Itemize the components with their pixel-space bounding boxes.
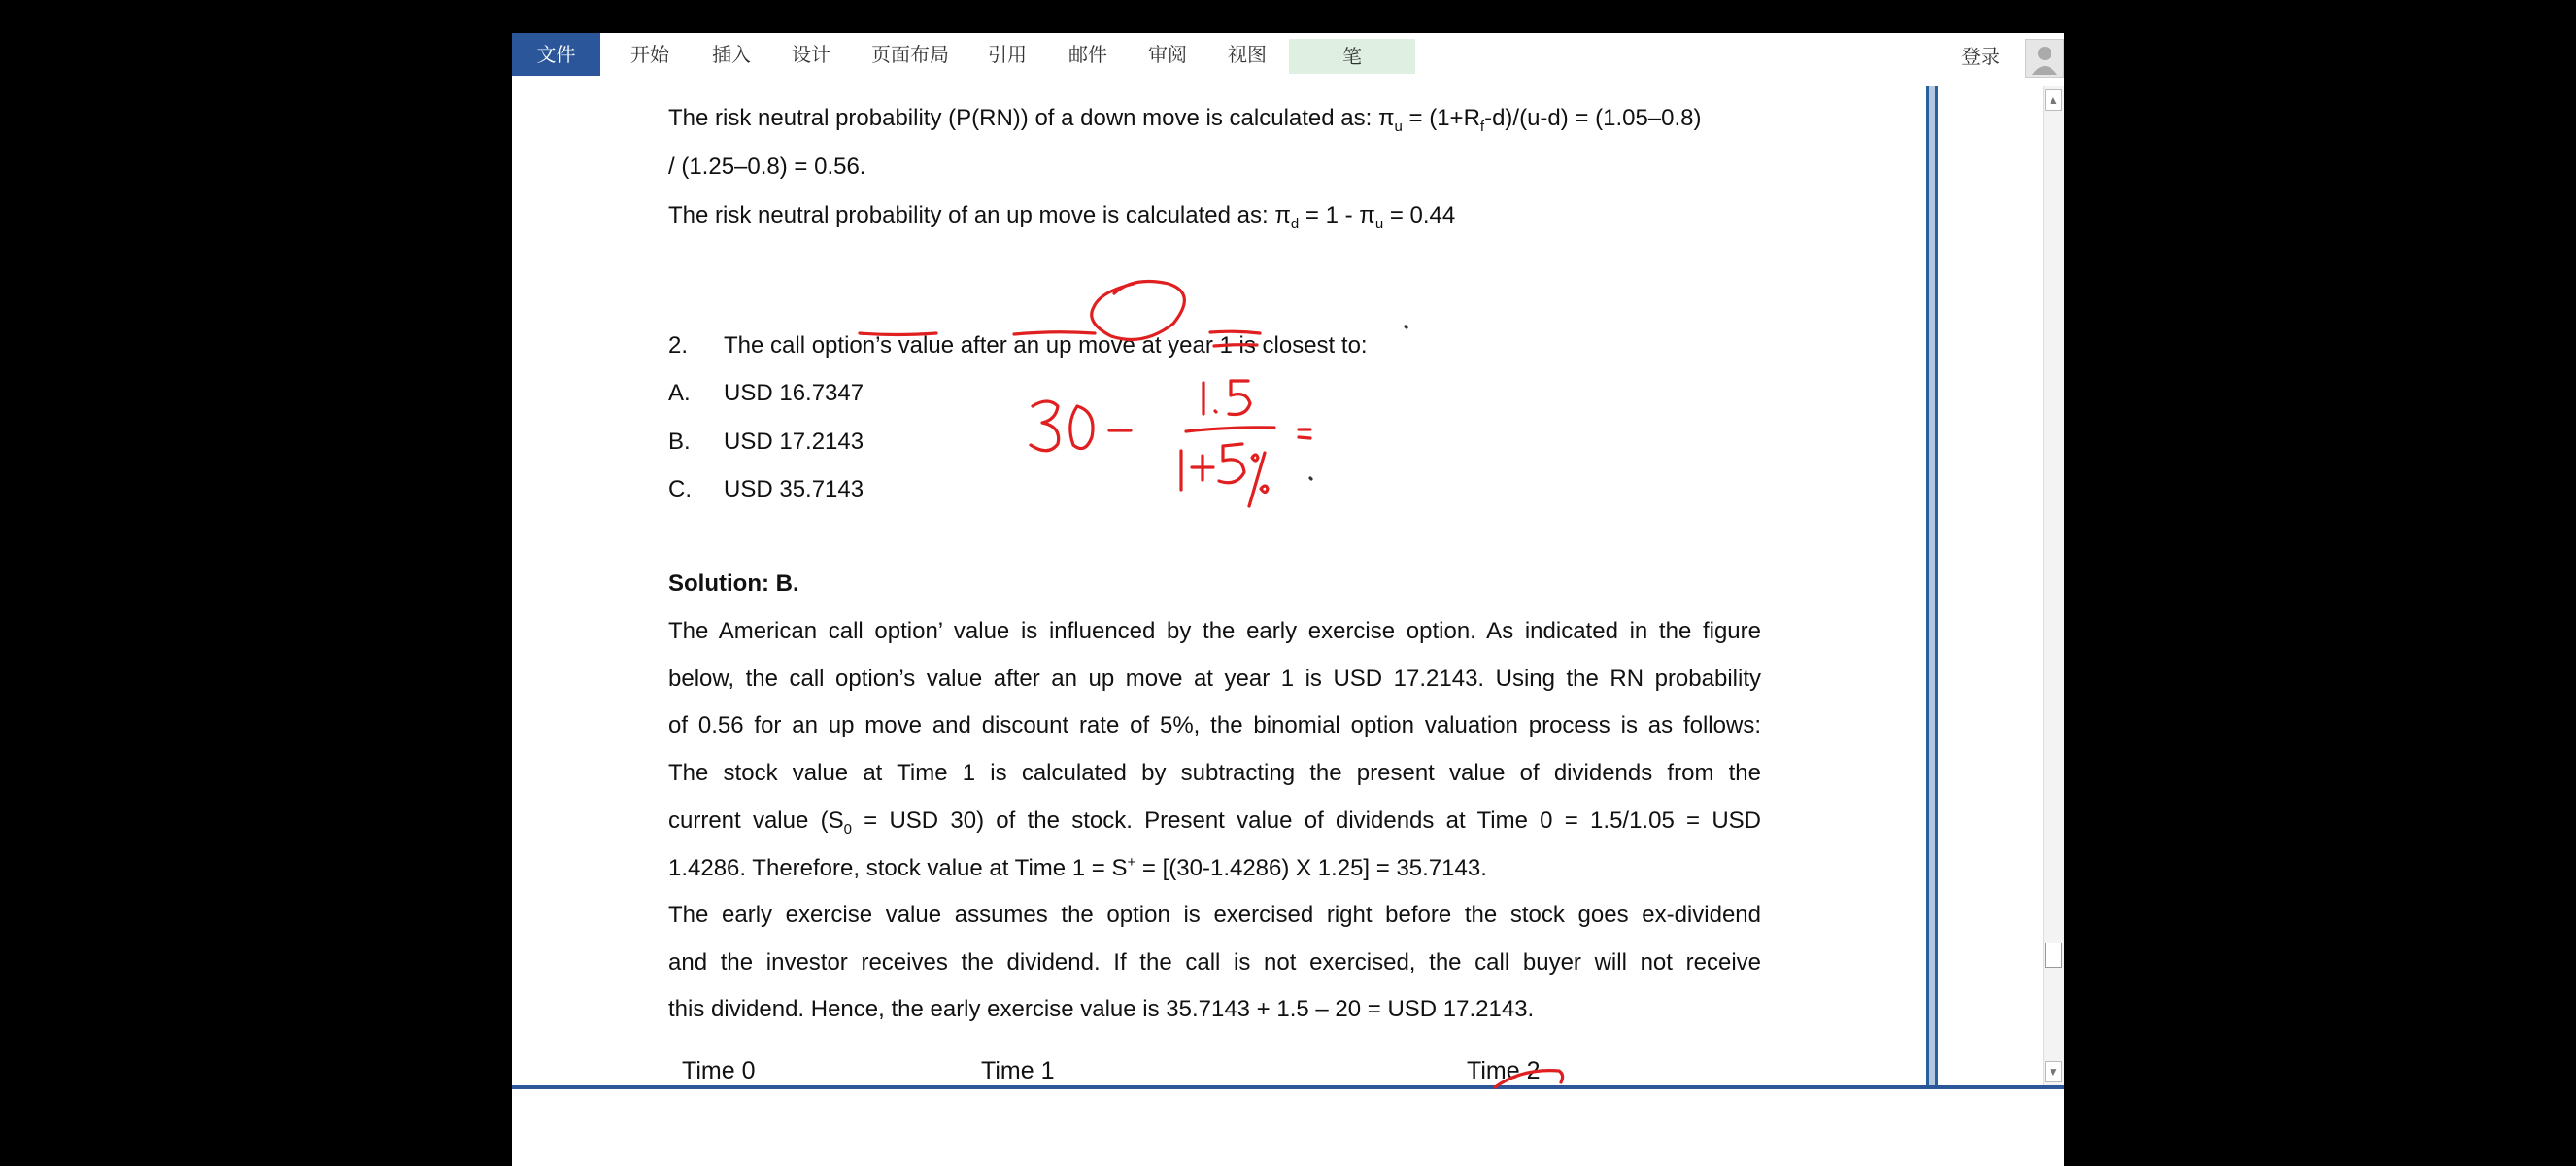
text-line-down-move: The risk neutral probability (P(RN)) of a down move is calculated as: $\pi_u = (1+R_f-d)/(u-d) = (1.05-0.8)$ <box>668 105 1702 135</box>
tab-view[interactable]: 视图 <box>1228 43 1267 66</box>
question-text: The call option’s value after an up move at year 1 is closest to: <box>724 332 1368 359</box>
option-label: A. <box>668 380 691 406</box>
page-edge-divider <box>1926 86 1938 1088</box>
option-label: B. <box>668 429 691 455</box>
question-number: 2. <box>668 332 689 359</box>
tab-home[interactable]: 开始 <box>630 43 669 66</box>
document-page[interactable] <box>512 86 1930 1088</box>
scroll-up-icon[interactable]: ▲ <box>2045 89 2062 111</box>
tab-review[interactable]: 审阅 <box>1148 43 1187 66</box>
paragraph-line: this dividend. Hence, the early exercise value is 35.7143 + 1.5 – 20 = USD 17.2143. <box>668 996 1535 1022</box>
option-text: USD 17.2143 <box>724 429 864 455</box>
paragraph-line: The stock value at Time 1 is calculated by subtracting the present value of dividends from the <box>668 760 1761 786</box>
paragraph-line: below, the call option’s value after an up move at year 1 is USD 17.2143. Using the RN probability <box>668 666 1761 692</box>
tab-design[interactable]: 设计 <box>792 43 830 66</box>
tab-insert[interactable]: 插入 <box>712 43 751 66</box>
option-text: USD 16.7347 <box>724 380 864 406</box>
word-window <box>512 33 2064 1166</box>
tab-pen[interactable]: 笔 <box>1289 39 1415 74</box>
tree-time-label: Time 0 <box>682 1057 756 1084</box>
tree-time-label: Time 2 <box>1467 1057 1541 1084</box>
user-avatar-icon[interactable] <box>2025 39 2064 78</box>
bottom-area <box>512 1089 2064 1166</box>
paragraph-line: The early exercise value assumes the option is exercised right before the stock goes ex-dividend <box>668 902 1761 928</box>
tab-file[interactable]: 文件 <box>512 33 600 76</box>
paragraph-line: 1.4286. Therefore, stock value at Time 1 = S+ = [(30-1.4286) X 1.25] = 35.7143. <box>668 854 1487 881</box>
tab-mailings[interactable]: 邮件 <box>1068 43 1107 66</box>
tab-layout[interactable]: 页面布局 <box>871 43 949 66</box>
login-link[interactable]: 登录 <box>1961 45 2000 68</box>
vertical-scrollbar[interactable] <box>2043 86 2064 1088</box>
option-label: C. <box>668 476 692 502</box>
paragraph-line: of 0.56 for an up move and discount rate of 5%, the binomial option valuation process is as follows: <box>668 712 1761 738</box>
paragraph-line: The American call option’ value is influenced by the early exercise option. As indicated in the figure <box>668 618 1761 644</box>
paragraph-line: current value ($S_0$ = USD 30) of the stock. Present value of dividends at Time 0 = 1.5/1.05 = USD <box>668 807 1761 838</box>
paragraph-line: and the investor receives the dividend. If the call is not exercised, the call buyer will not receive <box>668 949 1761 976</box>
scroll-down-icon[interactable]: ▼ <box>2045 1061 2062 1082</box>
solution-heading: Solution: B. <box>668 570 799 597</box>
scroll-thumb[interactable] <box>2045 943 2062 968</box>
tree-time-label: Time 1 <box>981 1057 1055 1084</box>
tab-references[interactable]: 引用 <box>988 43 1027 66</box>
ribbon <box>512 33 2064 80</box>
text-line-up-move: The risk neutral probability of an up move is calculated as: $\pi_d = 1 - \pi_u = 0.44$ <box>668 202 1456 232</box>
option-text: USD 35.7143 <box>724 476 864 502</box>
text-line-continuation: / (1.25–0.8) = 0.56. <box>668 154 866 180</box>
